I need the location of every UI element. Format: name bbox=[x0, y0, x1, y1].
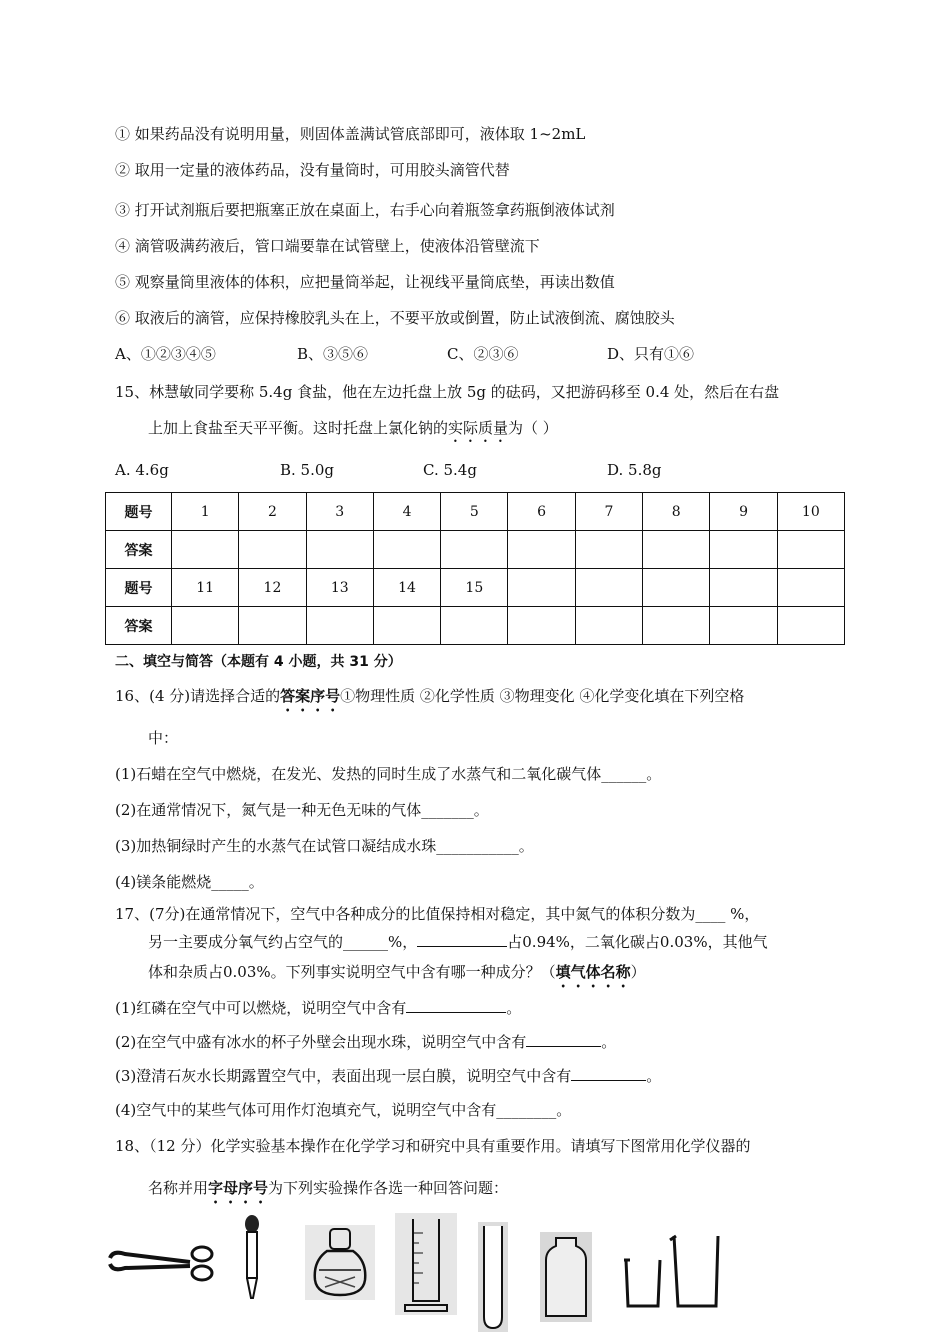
q17-item-3: (3)澄清石灰水长期露置空气中，表面出现一层白膜，说明空气中含有 。 bbox=[115, 1067, 662, 1085]
table-row: 答案 bbox=[106, 607, 845, 645]
q14-item-5: ⑤ 观察量筒里液体的体积，应把量筒举起，让视线平量筒底垫，再读出数值 bbox=[115, 273, 615, 291]
q14-item-6: ⑥ 取液后的滴管，应保持橡胶乳头在上，不要平放或倒置，防止试液倒流、腐蚀胶头 bbox=[115, 309, 675, 327]
q18-emphasis: 字母序号 bbox=[208, 1179, 269, 1197]
answer-cell-6[interactable] bbox=[508, 531, 575, 569]
q16-line-2: 中： bbox=[148, 729, 179, 747]
q15-emphasis: 实际质量 bbox=[448, 419, 509, 437]
answer-cell-11[interactable] bbox=[172, 607, 239, 645]
answer-cell-3[interactable] bbox=[306, 531, 373, 569]
q14-option-a: A、①②③④⑤ bbox=[115, 345, 216, 363]
answer-cell-1[interactable] bbox=[172, 531, 239, 569]
q17-emphasis: 填气体名称 bbox=[555, 963, 631, 981]
answer-cell-7[interactable] bbox=[575, 531, 642, 569]
q14-option-b: B、③⑤⑥ bbox=[297, 345, 369, 363]
gas-jar-icon bbox=[540, 1232, 592, 1322]
q15-line-1: 15、林慧敏同学要称 5.4g 食盐，他在左边托盘上放 5g 的砝码，又把游码移至 0.4 处，然后在右盘 bbox=[115, 383, 780, 401]
q15-option-c: C. 5.4g bbox=[423, 461, 477, 479]
q17-item-1: (1)红磷在空气中可以燃烧，说明空气中含有 。 bbox=[115, 999, 522, 1017]
q16-line-1: 16、(4 分)请选择合适的答案序号①物理性质 ②化学性质 ③物理变化 ④化学变化填在下列空格 bbox=[115, 687, 745, 705]
section-2-title: 二、填空与简答（本题有 4 小题，共 31 分） bbox=[115, 654, 402, 670]
q14-options bbox=[115, 344, 815, 364]
crucible-tongs-icon bbox=[105, 1240, 220, 1285]
q14-item-4: ④ 滴管吸满药液后，管口端要靠在试管壁上，使液体沿管壁流下 bbox=[115, 237, 540, 255]
graduated-cylinder-icon bbox=[395, 1213, 457, 1315]
q17-blank[interactable] bbox=[417, 932, 507, 947]
q14-item-3: ③ 打开试剂瓶后要把瓶塞正放在桌面上，右手心向着瓶签拿药瓶倒液体试剂 bbox=[115, 201, 615, 219]
answer-table bbox=[105, 492, 845, 645]
q14-option-d: D、只有①⑥ bbox=[607, 345, 695, 363]
q16-item-2: (2)在通常情况下，氮气是一种无色无味的气体_______。 bbox=[115, 801, 489, 819]
q15-option-b: B. 5.0g bbox=[280, 461, 335, 479]
q17-line-2: 另一主要成分氧气约占空气的______%， 占0.94%，二氧化碳占0.03%，其他气 bbox=[148, 933, 768, 951]
q16-item-3: (3)加热铜绿时产生的水蒸气在试管口凝结成水珠___________。 bbox=[115, 837, 534, 855]
test-tube-icon bbox=[478, 1222, 508, 1332]
answer-cell-4[interactable] bbox=[373, 531, 440, 569]
q14-option-c: C、②③⑥ bbox=[447, 345, 519, 363]
answer-cell-12[interactable] bbox=[239, 607, 306, 645]
table-row: 答案 bbox=[106, 531, 845, 569]
alcohol-lamp-icon bbox=[305, 1225, 375, 1300]
q17-line-3: 体和杂质占0.03%。下列事实说明空气中含有哪一种成分？（填气体名称） bbox=[148, 963, 646, 981]
q18-line-2: 名称并用字母序号为下列实验操作各选一种回答问题： bbox=[148, 1179, 509, 1197]
answer-cell-10[interactable] bbox=[777, 531, 844, 569]
q15-option-a: A. 4.6g bbox=[115, 461, 169, 479]
q14-item-1: ① 如果药品没有说明用量，则固体盖满试管底部即可，液体取 1~2mL bbox=[115, 125, 586, 143]
q15-option-d: D. 5.8g bbox=[607, 461, 662, 479]
answer-cell-2[interactable] bbox=[239, 531, 306, 569]
q17-line-1: 17、(7分)在通常情况下，空气中各种成分的比值保持相对稳定，其中氮气的体积分数为____ %， bbox=[115, 905, 760, 923]
q15-line-2: 上加上食盐至天平平衡。这时托盘上氯化钠的实际质量为（ ） bbox=[148, 419, 558, 437]
q17-item-2: (2)在空气中盛有冰水的杯子外壁会出现水珠，说明空气中含有 。 bbox=[115, 1033, 617, 1051]
q14-item-2: ② 取用一定量的液体药品，没有量筒时，可用胶头滴管代替 bbox=[115, 161, 510, 179]
beakers-icon bbox=[622, 1230, 722, 1310]
answer-cell-14[interactable] bbox=[373, 607, 440, 645]
dropper-icon bbox=[240, 1212, 265, 1302]
table-row: 题号 11 12 13 14 15 bbox=[106, 569, 845, 607]
q16-item-4: (4)镁条能燃烧_____。 bbox=[115, 873, 264, 891]
answer-cell-5[interactable] bbox=[441, 531, 508, 569]
answer-cell-13[interactable] bbox=[306, 607, 373, 645]
q17-item-4: (4)空气中的某些气体可用作灯泡填充气，说明空气中含有________。 bbox=[115, 1101, 572, 1119]
q16-emphasis: 答案序号 bbox=[280, 687, 341, 705]
answer-cell-9[interactable] bbox=[710, 531, 777, 569]
q18-line-1: 18、（12 分）化学实验基本操作在化学学习和研究中具有重要作用。请填写下图常用化学仪器的 bbox=[115, 1137, 751, 1155]
table-row: 题号 1 2 3 4 5 6 7 8 9 10 bbox=[106, 493, 845, 531]
q15-options bbox=[115, 460, 815, 480]
q16-item-1: (1)石蜡在空气中燃烧，在发光、发热的同时生成了水蒸气和二氧化碳气体______。 bbox=[115, 765, 662, 783]
answer-cell-8[interactable] bbox=[643, 531, 710, 569]
answer-cell-15[interactable] bbox=[441, 607, 508, 645]
